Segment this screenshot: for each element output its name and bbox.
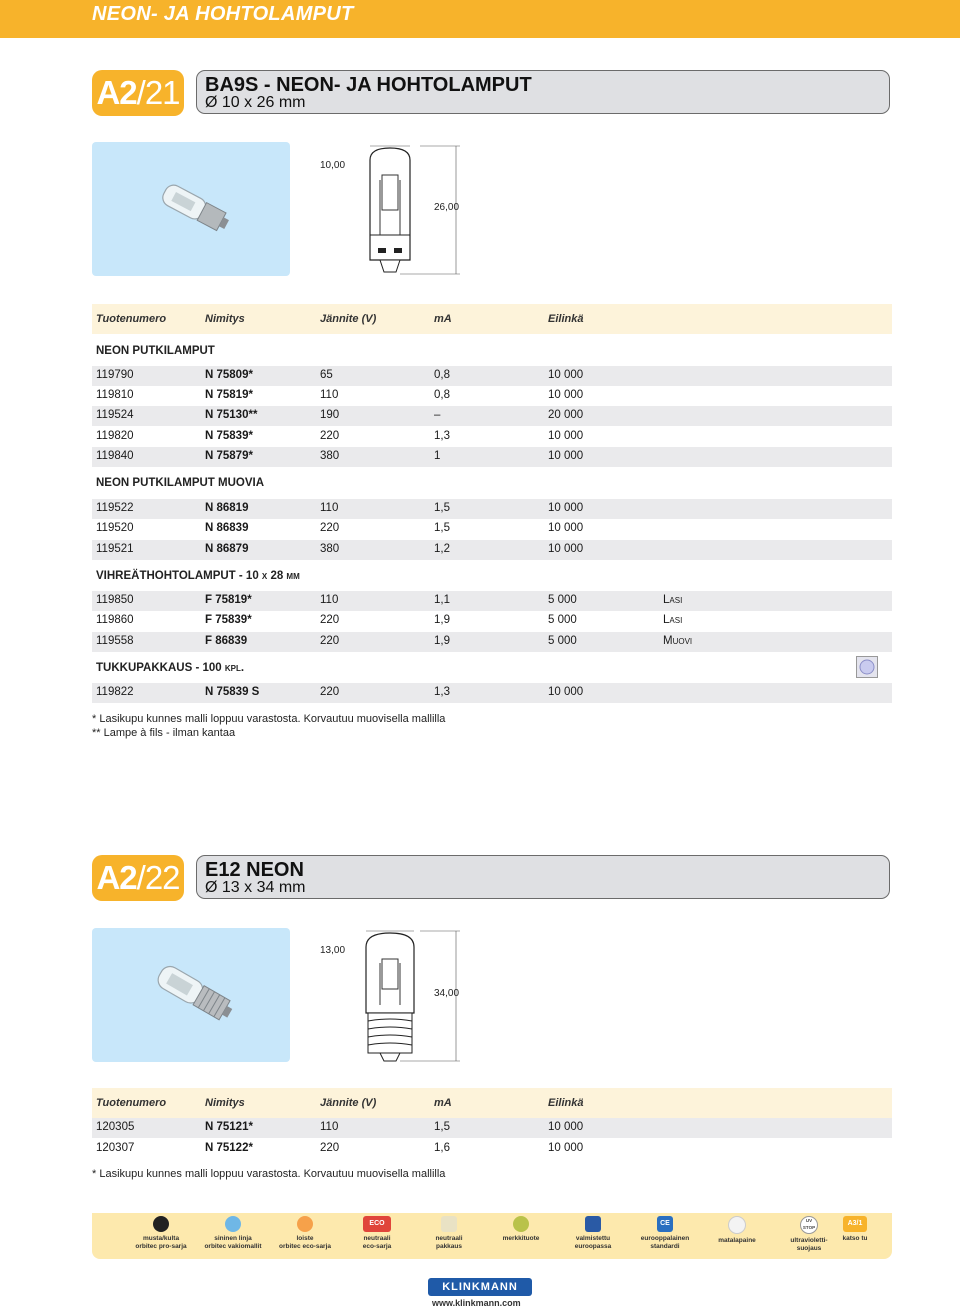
cell-ma: 1,3 [434, 430, 450, 442]
cell-product-number: 119524 [96, 409, 134, 421]
footnote: ** Lampe à fils - ilman kantaa [92, 727, 236, 739]
col-header-lifetime: Eilinkä [548, 1097, 584, 1109]
legend-item: valmistettu euroopassa [558, 1216, 628, 1251]
section-size: Ø 10 x 26 mm [205, 94, 306, 111]
table-row [92, 540, 892, 560]
cell-lifetime: 5 000 [548, 635, 577, 647]
table-row [92, 1118, 892, 1138]
cell-voltage: 110 [320, 502, 339, 514]
low-pressure-icon [728, 1216, 746, 1234]
table-row [92, 406, 892, 426]
cell-product-number: 119520 [96, 522, 134, 534]
cell-product-number: 119850 [96, 594, 134, 606]
footnote: * Lasikupu kunnes malli loppuu varastosta. Korvautuu muovisella mallilla [92, 713, 446, 725]
cell-ma: 1,9 [434, 614, 450, 626]
blue-line-icon [225, 1216, 241, 1232]
cell-ma: – [434, 409, 441, 421]
cell-voltage: 220 [320, 522, 340, 534]
europe-icon [585, 1216, 601, 1232]
cell-voltage: 220 [320, 635, 340, 647]
cell-voltage: 380 [320, 450, 340, 462]
cell-name: N 75121* [205, 1121, 253, 1133]
cell-product-number: 119521 [96, 543, 134, 555]
cell-lifetime: 10 000 [548, 369, 584, 381]
cell-material: Lasi [663, 594, 683, 606]
see-also-icon: A3/1 [843, 1216, 867, 1232]
group-title: TUKKUPAKKAUS - 100 kpl. [96, 662, 245, 674]
cell-name: N 75809* [205, 369, 253, 381]
section-header-a2-21 [92, 70, 892, 116]
footnote: * Lasikupu kunnes malli loppuu varastosta. Korvautuu muovisella mallilla [92, 1168, 446, 1180]
cell-product-number: 120307 [96, 1142, 135, 1154]
product-photo-ba9s [92, 142, 290, 276]
cell-voltage: 220 [320, 614, 340, 626]
cell-voltage: 110 [320, 389, 339, 401]
cell-name: N 75819* [205, 389, 253, 401]
cell-voltage: 110 [320, 1121, 339, 1133]
light-bulb-icon [856, 656, 878, 678]
cell-lifetime: 5 000 [548, 614, 577, 626]
cell-voltage: 220 [320, 430, 340, 442]
cell-lifetime: 10 000 [548, 389, 584, 401]
dimension-height: 34,00 [434, 988, 460, 999]
cell-name: F 75819* [205, 594, 252, 606]
col-header-ma: mA [434, 1097, 452, 1109]
page-header-bar [0, 0, 960, 38]
cell-name: N 75839 S [205, 686, 260, 698]
section-badge: A2/21 [92, 70, 184, 116]
cell-lifetime: 10 000 [548, 450, 584, 462]
legend-item: matalapaine [702, 1216, 772, 1245]
legend-item: musta/kulta orbitec pro-sarja [126, 1216, 196, 1251]
product-photo-e12 [92, 928, 290, 1062]
neon-lamp-e12-icon [92, 928, 290, 1062]
eco-icon: ECO [363, 1216, 391, 1232]
legend-item: ECO neutraali eco-sarja [342, 1216, 412, 1251]
cell-ma: 1,3 [434, 686, 450, 698]
cell-lifetime: 10 000 [548, 1121, 584, 1133]
legend-item: UV STOP ultravioletti- suojaus [790, 1218, 828, 1252]
table-row [92, 447, 892, 467]
table-row [92, 632, 892, 652]
cell-name: N 75130** [205, 409, 258, 421]
section-header-a2-22 [92, 855, 892, 901]
cell-lifetime: 10 000 [548, 522, 584, 534]
dimension-height: 26,00 [434, 202, 460, 213]
cell-name: N 86839 [205, 522, 249, 534]
table-row [92, 611, 892, 631]
table-row [92, 386, 892, 406]
col-header-product-number: Tuotenumero [96, 313, 167, 325]
cell-product-number: 119558 [96, 635, 134, 647]
klinkmann-logo: KLINKMANN [428, 1278, 532, 1296]
col-header-lifetime: Eilinkä [548, 313, 584, 325]
legend-item: sininen linja orbitec vakiomallit [198, 1216, 268, 1251]
col-header-name: Nimitys [205, 313, 245, 325]
cell-lifetime: 10 000 [548, 502, 584, 514]
table-row [92, 366, 892, 386]
cell-voltage: 65 [320, 369, 333, 381]
cell-name: N 86879 [205, 543, 249, 555]
website-url[interactable]: www.klinkmann.com [432, 1298, 521, 1308]
cell-product-number: 120305 [96, 1121, 135, 1133]
section-title-box [196, 70, 890, 114]
legend-item: A3/1 katso tu [820, 1216, 890, 1243]
cell-ma: 1,5 [434, 502, 450, 514]
section-title: BA9S - NEON- JA HOHTOLAMPUT [205, 74, 532, 96]
section-badge: A2/22 [92, 855, 184, 901]
col-header-name: Nimitys [205, 1097, 245, 1109]
page-title: NEON- JA HOHTOLAMPUT [92, 3, 354, 25]
cell-voltage: 110 [320, 594, 339, 606]
cell-lifetime: 20 000 [548, 409, 584, 421]
table-row [92, 1139, 892, 1159]
cell-name: N 75879* [205, 450, 253, 462]
group-title: VIHREÄTHOHTOLAMPUT - 10 x 28 mm [96, 570, 300, 582]
section-title-box [196, 855, 890, 899]
table-row [92, 683, 892, 703]
cell-ma: 1,5 [434, 1121, 450, 1133]
uv-stop-icon: UV STOP [800, 1216, 818, 1234]
cell-ma: 1,6 [434, 1142, 450, 1154]
cell-voltage: 190 [320, 409, 340, 421]
group-title: NEON PUTKILAMPUT MUOVIA [96, 477, 265, 489]
cell-ma: 1,2 [434, 543, 450, 555]
cell-product-number: 119860 [96, 614, 134, 626]
neon-lamp-ba9s-icon [92, 142, 290, 276]
col-header-ma: mA [434, 313, 452, 325]
cell-product-number: 119820 [96, 430, 134, 442]
legend-item: loiste orbitec eco-sarja [270, 1216, 340, 1251]
legend-item: merkkituote [486, 1216, 556, 1243]
legend-item: neutraali pakkaus [414, 1216, 484, 1251]
table-row [92, 591, 892, 611]
cell-lifetime: 5 000 [548, 594, 577, 606]
legend-item: CE eurooppalainen standardi [630, 1216, 700, 1251]
table-row [92, 519, 892, 539]
table-header [92, 1088, 892, 1118]
cell-material: Muovi [663, 635, 693, 647]
cell-voltage: 220 [320, 1142, 340, 1154]
col-header-voltage: Jännite (V) [320, 1097, 377, 1109]
cell-product-number: 119822 [96, 686, 134, 698]
cell-ma: 1,9 [434, 635, 450, 647]
cell-ma: 1,1 [434, 594, 450, 606]
cell-lifetime: 10 000 [548, 543, 584, 555]
cell-product-number: 119840 [96, 450, 134, 462]
legend-bar [92, 1213, 892, 1259]
brand-icon [513, 1216, 529, 1232]
table-row [92, 427, 892, 447]
cell-name: N 75122* [205, 1142, 253, 1154]
cell-ma: 0,8 [434, 369, 450, 381]
cell-lifetime: 10 000 [548, 1142, 584, 1154]
cell-name: N 75839* [205, 430, 253, 442]
cell-name: F 75839* [205, 614, 252, 626]
cell-lifetime: 10 000 [548, 430, 584, 442]
table-header [92, 304, 892, 334]
section-title: E12 NEON [205, 859, 304, 881]
cell-ma: 1 [434, 450, 441, 462]
cell-name: F 86839 [205, 635, 248, 647]
black-gold-icon [153, 1216, 169, 1232]
ce-icon: CE [657, 1216, 673, 1232]
col-header-product-number: Tuotenumero [96, 1097, 167, 1109]
dimension-width: 13,00 [320, 945, 346, 956]
cell-name: N 86819 [205, 502, 249, 514]
group-title: NEON PUTKILAMPUT [96, 345, 215, 357]
cell-ma: 1,5 [434, 522, 450, 534]
cell-voltage: 220 [320, 686, 340, 698]
table-row [92, 499, 892, 519]
package-icon [441, 1216, 457, 1232]
cell-ma: 0,8 [434, 389, 450, 401]
cell-lifetime: 10 000 [548, 686, 584, 698]
cell-product-number: 119522 [96, 502, 134, 514]
cell-product-number: 119810 [96, 389, 134, 401]
col-header-voltage: Jännite (V) [320, 313, 377, 325]
cell-product-number: 119790 [96, 369, 134, 381]
section-size: Ø 13 x 34 mm [205, 879, 306, 896]
dimension-width: 10,00 [320, 160, 346, 171]
cell-voltage: 380 [320, 543, 340, 555]
glow-icon [297, 1216, 313, 1232]
cell-material: Lasi [663, 614, 683, 626]
